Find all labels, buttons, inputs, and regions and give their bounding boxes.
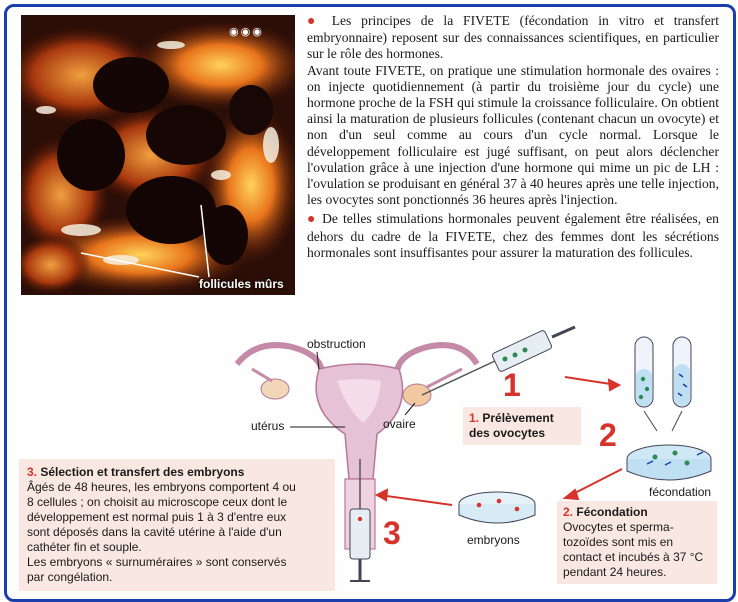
fecondation-label: fécondation: [649, 485, 712, 499]
bullet-icon: ●: [307, 14, 322, 29]
step-2-box: 2. Fécondation Ovocytes et sperma- tozoïdes sont mis en contact et incubés à 37 °C pendant 24 heures.: [557, 501, 717, 584]
step-1-box: 1. Prélèvement des ovocytes: [463, 407, 581, 445]
step-1-number: 1: [503, 367, 521, 403]
paragraph-1: ● Les principes de la FIVETE (fécondation in vitro et transfert embryonnaire) reposent sur des connaissances scientifiques, en particulier sur le rôle des hormones.: [307, 13, 719, 62]
paragraph-3: ● De telles stimulations hormonales peuvent également être réalisées, en dehors du cadre de la FIVETE, chez des femmes dont les sécrétions hormonales sont insuffisantes pour assurer la maturation des follicules.: [307, 211, 719, 260]
paragraph-2: Avant toute FIVETE, on pratique une stimulation hormonale des ovaires : on injecte quotidiennement (à partir du troisième jour du cycle) une hormone proche de la FSH qui stimule la croissance folliculaire. On obtient ainsi la maturation de plusieurs follicules (contenant chacun un ovocyte) et non d'un seul comme au cours d'un cycle normal. Lorsque le développement folliculaire est jugé suffisant, on peut alors déclencher l'ovulation grâce à une injection d'une hormone qui mime un pic de LH : l'ovulation se produisant en général 37 à 40 heures après une telle injection, les ovocytes sont ponctionnés 36 heures après l'injection.: [307, 62, 719, 208]
step-2-number: 2: [599, 417, 617, 453]
bullet-icon: ●: [307, 212, 318, 228]
page-frame: [4, 4, 736, 602]
ultrasound-photo: [21, 15, 295, 295]
explanatory-text: [307, 13, 719, 261]
obstruction-label: obstruction: [307, 337, 366, 351]
ovary-label: ovaire: [383, 417, 416, 431]
test-tubes: [635, 337, 691, 431]
embryo-dish: [459, 492, 535, 523]
follicles-label: follicules mûrs: [199, 277, 284, 291]
step-3-number: 3: [383, 515, 401, 551]
ultrasound-image: [21, 15, 295, 295]
fivete-diagram: [7, 319, 733, 599]
uterus-label: utérus: [251, 419, 285, 433]
syringe-top: [422, 327, 575, 395]
embryos-label: embryons: [467, 533, 520, 547]
step-3-box: 3. Sélection et transfert des embryons Âgés de 48 heures, les embryons comportent 4 ou 8 cellules ; on choisit au microscope ceux dont le développement est normal puis 1 à 3 d'entre eux sont déposés dans la cavité utérine à l'aide d'un cathéter fin et souple. Les embryons « surnuméraires » sont conservés par congélation.: [19, 459, 335, 591]
scan-markers: ◉◉◉: [229, 25, 264, 38]
fecondation-dish: [627, 445, 711, 480]
